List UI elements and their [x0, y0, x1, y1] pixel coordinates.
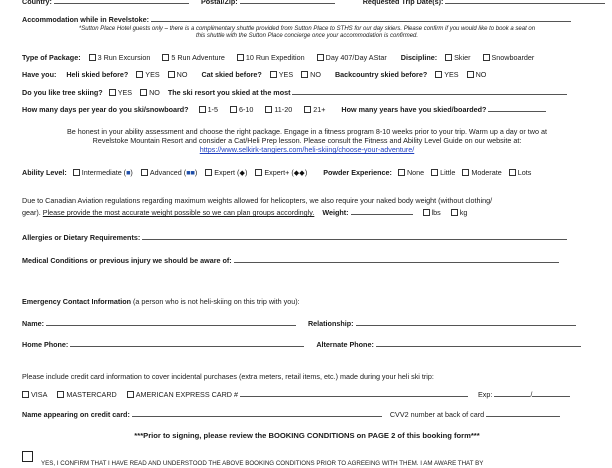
home-phone-field[interactable] — [70, 339, 304, 347]
days-option-6-10: 6-10 — [238, 105, 254, 114]
package-option-day: Day 407/Day AStar — [325, 53, 387, 62]
emergency-subtitle: (a person who is not heli-skiing on this trip with you): — [133, 297, 300, 306]
honesty-line2: Revelstoke Mountain Resort and consider a Cat/Heli Prep lesson. Please consult the Fitness and Ability Level Guide on our website at: — [92, 136, 522, 145]
country-field[interactable] — [54, 0, 189, 4]
card-name-label: Name appearing on credit card: — [22, 410, 130, 419]
ability-checkbox-advanced[interactable] — [141, 169, 148, 176]
days-checkbox-6-10[interactable] — [230, 106, 237, 113]
exp-month-field[interactable] — [494, 389, 533, 399]
choose-adventure-link[interactable]: https://www.selkirk-tangiers.com/heli-skiing/choose-your-adventure/ — [199, 145, 415, 154]
backcountry-label: Backcountry skied before? — [334, 70, 428, 79]
powder-checkbox-none[interactable] — [398, 169, 405, 176]
ability-option-expert: Expert ( — [214, 168, 240, 177]
package-checkbox-5run[interactable] — [162, 54, 169, 61]
package-row — [22, 53, 592, 62]
allergies-field[interactable] — [142, 232, 567, 240]
tree-row — [22, 87, 592, 97]
cat-label: Cat skied before? — [201, 70, 262, 79]
discipline-label: Discipline: — [400, 53, 438, 62]
weight-field[interactable] — [351, 207, 413, 215]
powder-checkbox-lots[interactable] — [509, 169, 516, 176]
package-checkbox-day[interactable] — [317, 54, 324, 61]
card-visa-label: VISA — [31, 390, 48, 399]
tree-yes-label: YES — [117, 88, 133, 97]
ability-option-intermediate-end: ) — [130, 168, 133, 177]
backcountry-yes-checkbox[interactable] — [435, 71, 442, 78]
weight-label: Weight: — [322, 208, 349, 217]
cat-yes-label: YES — [278, 70, 294, 79]
card-name-row — [22, 409, 592, 419]
double-blue-square-icon: ■■ — [186, 168, 195, 177]
cvv-label: CVV2 number at back of card — [389, 410, 485, 419]
emergency-name-label: Name: — [22, 319, 44, 328]
package-checkbox-3run[interactable] — [89, 54, 96, 61]
home-phone-label: Home Phone: — [22, 340, 69, 349]
days-option-21plus: 21+ — [313, 105, 326, 114]
ability-checkbox-expert[interactable] — [205, 169, 212, 176]
heli-yes-label: YES — [145, 70, 160, 79]
exp-separator: / — [530, 390, 533, 399]
ability-option-expert-plus-end: ) — [304, 168, 308, 177]
card-visa-checkbox[interactable] — [22, 391, 29, 398]
prior-notice: ***Prior to signing, please review the BOOKING CONDITIONS on PAGE 2 of this booking form*** — [134, 431, 480, 440]
card-number-field[interactable] — [240, 389, 468, 397]
honesty-line1: Be honest in your ability assessment and choose the right package. Engage in a fitness program 8-10 weeks prior to your trip. Warm up a day or two at — [67, 127, 547, 136]
package-label: Type of Package: — [22, 53, 81, 62]
years-field[interactable] — [488, 104, 546, 112]
package-checkbox-10run[interactable] — [237, 54, 244, 61]
honesty-paragraph — [22, 127, 592, 154]
powder-option-none: None — [406, 168, 425, 177]
powder-checkbox-little[interactable] — [431, 169, 438, 176]
double-black-diamond-icon: ◆◆ — [293, 168, 305, 177]
resort-field[interactable] — [292, 87, 567, 95]
weight-unit-kg-checkbox[interactable] — [451, 209, 458, 216]
exp-label: Exp: — [477, 390, 493, 399]
discipline-option-skier: Skier — [454, 53, 471, 62]
alt-phone-label: Alternate Phone: — [316, 340, 374, 349]
years-label: How many years have you skied/boarded? — [341, 105, 487, 114]
weight-unit-lbs: lbs — [431, 208, 441, 217]
package-option-3run: 3 Run Excursion — [97, 53, 151, 62]
powder-option-lots: Lots — [517, 168, 532, 177]
cat-no-label: NO — [310, 70, 321, 79]
ability-option-expert-end: ) — [244, 168, 248, 177]
ability-label: Ability Level: — [22, 168, 67, 177]
tree-label: Do you like tree skiing? — [22, 88, 103, 97]
confirm-row — [22, 451, 592, 467]
exp-year-field[interactable] — [532, 389, 570, 397]
weight-unit-kg: kg — [459, 208, 468, 217]
weight-unit-lbs-checkbox[interactable] — [423, 209, 430, 216]
heli-label: Heli skied before? — [66, 70, 129, 79]
emergency-name-row — [22, 318, 592, 328]
weight-notice-start: gear). — [22, 208, 41, 217]
days-checkbox-11-20[interactable] — [265, 106, 272, 113]
confirm-checkbox[interactable] — [22, 451, 33, 462]
ability-option-intermediate: Intermediate ( — [81, 168, 127, 177]
allergies-label: Allergies or Dietary Requirements: — [22, 233, 141, 242]
days-option-11-20: 11-20 — [274, 105, 293, 114]
powder-label: Powder Experience: — [323, 168, 392, 177]
ability-option-advanced: Advanced ( — [149, 168, 187, 177]
medical-label: Medical Conditions or previous injury we should be aware of: — [22, 256, 232, 265]
accommodation-field[interactable] — [151, 14, 571, 22]
emergency-name-field[interactable] — [46, 318, 296, 326]
discipline-checkbox-snowboarder[interactable] — [483, 54, 490, 61]
backcountry-no-label: NO — [475, 70, 487, 79]
backcountry-yes-label: YES — [444, 70, 459, 79]
tree-no-label: NO — [149, 88, 160, 97]
tree-no-checkbox[interactable] — [140, 89, 147, 96]
credit-intro-row — [22, 372, 592, 381]
card-number-label: AMERICAN EXPRESS CARD # — [135, 390, 238, 399]
emergency-header — [22, 297, 592, 306]
resort-label: The ski resort you skied at the most — [167, 88, 291, 97]
weight-line2 — [22, 207, 592, 217]
days-checkbox-21plus[interactable] — [304, 106, 311, 113]
discipline-checkbox-skier[interactable] — [445, 54, 452, 61]
card-amex-checkbox[interactable] — [127, 391, 134, 398]
shuttle-note-line1: *Sutton Place Hotel guests only – there is a complimentary shuttle provided from Sutton Place to STHS for our day skiers. Please confirm if you would like to book a seat on — [78, 26, 536, 32]
cvv-field[interactable] — [486, 409, 560, 417]
powder-checkbox-moderate[interactable] — [462, 169, 469, 176]
cat-no-checkbox[interactable] — [301, 71, 308, 78]
trip-dates-field[interactable] — [445, 0, 605, 4]
confirm-text: YES, I CONFIRM THAT I HAVE READ AND UNDERSTOOD THE ABOVE BOOKING CONDITIONS PRIOR TO AGREEING WITH THEM. I AM AWARE THAT BY — [41, 460, 484, 467]
blue-square-icon: ■ — [126, 168, 131, 177]
weight-notice-underlined: Please provide the most accurate weight possible so we can plan groups accordingly. — [42, 208, 315, 217]
heli-no-checkbox[interactable] — [168, 71, 175, 78]
days-option-1-5: 1-5 — [207, 105, 218, 114]
powder-option-little: Little — [440, 168, 456, 177]
ability-option-advanced-end: ) — [194, 168, 198, 177]
package-option-5run: 5 Run Adventure — [171, 53, 225, 62]
discipline-option-snowboarder: Snowboarder — [491, 53, 535, 62]
powder-option-moderate: Moderate — [471, 168, 502, 177]
cat-yes-checkbox[interactable] — [270, 71, 277, 78]
trip-dates-label: Requested Trip Date(s): — [362, 0, 444, 6]
days-checkbox-1-5[interactable] — [199, 106, 206, 113]
credit-intro: Please include credit card information to cover incidental purchases (extra meters, retail items, etc.) made during your heli ski trip: — [22, 372, 434, 381]
postal-field[interactable] — [240, 0, 335, 4]
weight-notice-line1: Due to Canadian Aviation regulations regarding maximum weights allowed for helicopters, we also require your naked body weight (without clothing/ — [22, 196, 493, 205]
postal-label: Postal/Zip: — [200, 0, 238, 6]
heli-yes-checkbox[interactable] — [136, 71, 143, 78]
black-diamond-icon: ◆ — [239, 168, 245, 177]
emergency-phone-row — [22, 339, 592, 349]
backcountry-no-checkbox[interactable] — [467, 71, 474, 78]
accommodation-label: Accommodation while in Revelstoke: — [22, 15, 150, 24]
allergies-row — [22, 232, 592, 242]
accommodation-row — [22, 14, 592, 24]
emergency-title: Emergency Contact Information — [22, 297, 132, 306]
ability-checkbox-expert-plus[interactable] — [255, 169, 262, 176]
experience-row — [22, 70, 592, 79]
tree-yes-checkbox[interactable] — [109, 89, 116, 96]
heli-no-label: NO — [176, 70, 188, 79]
card-mastercard-checkbox[interactable] — [57, 391, 64, 398]
shuttle-note-line2: this shuttle with the Sutton Place concierge once your accommodation is confirmed. — [195, 33, 419, 39]
package-option-10run: 10 Run Expedition — [245, 53, 305, 62]
days-label: How many days per year do you ski/snowboard? — [22, 105, 189, 114]
medical-field[interactable] — [234, 255, 559, 263]
relationship-label: Relationship: — [307, 319, 354, 328]
days-row — [22, 104, 592, 114]
relationship-field[interactable] — [356, 318, 576, 326]
country-label: Country: — [22, 0, 52, 6]
medical-row — [22, 255, 592, 265]
card-mastercard-label: MASTERCARD — [66, 390, 117, 399]
have-you-label: Have you: — [22, 70, 57, 79]
weight-line1 — [22, 196, 592, 205]
alt-phone-field[interactable] — [376, 339, 581, 347]
shuttle-note — [22, 26, 592, 40]
ability-row — [22, 168, 592, 177]
card-type-row — [22, 389, 592, 399]
card-name-field[interactable] — [132, 409, 382, 417]
ability-option-expert-plus: Expert+ ( — [264, 168, 294, 177]
top-row — [22, 0, 592, 6]
ability-checkbox-intermediate[interactable] — [73, 169, 80, 176]
